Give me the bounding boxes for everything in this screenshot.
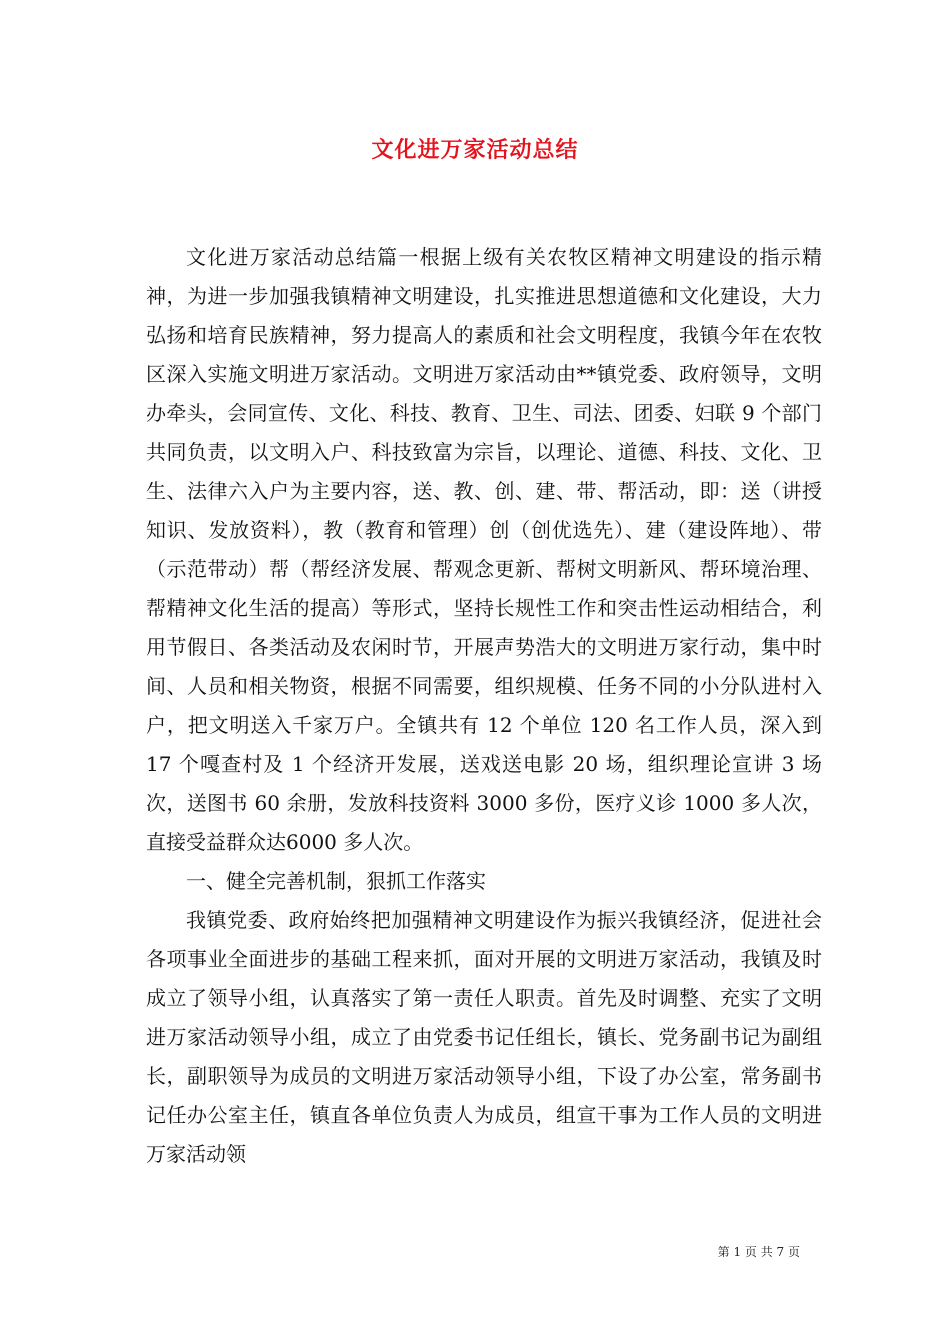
page-number: 第 1 页 共 7 页 — [717, 1245, 800, 1259]
paragraph-section-1: 我镇党委、政府始终把加强精神文明建设作为振兴我镇经济，促进社会各项事业全面进步的基础工程来抓，面对开展的文明进万家活动，我镇及时成立了领导小组，认真落实了第一责任人职责。首先及时调整、充实了文明进万家活动领导小组，成立了由党委书记任组长，镇长、党务副书记为副组长，副职领导为成员的文明进万家活动领导小组，下设了办公室，常务副书记任办公室主任，镇直各单位负责人为成员，组宣干事为工作人员的文明进万家活动领 — [146, 908, 822, 1166]
document-title: 文化进万家活动总结 — [371, 137, 579, 163]
section-heading-1: 一、健全完善机制，狠抓工作落实 — [186, 869, 486, 893]
paragraph-intro: 文化进万家活动总结篇一根据上级有关农牧区精神文明建设的指示精神，为进一步加强我镇精神文明建设，扎实推进思想道德和文化建设，大力弘扬和培育民族精神，努力提高人的素质和社会文明程度，我镇今年在农牧区深入实施文明进万家活动。文明进万家活动由**镇党委、政府领导，文明办牵头，会同宣传、文化、科技、教育、卫生、司法、团委、妇联 9 个部门共同负责，以文明入户、科技致富为宗旨，以理论、道德、科技、文化、卫生、法律六入户为主要内容，送、教、创、建、带、帮活动，即：送（讲授知识、发放资料），教（教育和管理）创（创优选先）、建（建设阵地）、带（示范带动）帮（帮经济发展、帮观念更新、帮树文明新风、帮环境治理、帮精神文化生活的提高）等形式，坚持长规性工作和突击性运动相结合，利用节假日、各类活动及农闲时节，开展声势浩大的文明进万家行动，集中时间、人员和相关物资，根据不同需要，组织规模、任务不同的小分队进村入户，把文明送入千家万户。全镇共有 12 个单位 120 名工作人员，深入到 17 个嘎查村及 1 个经济开发展，送戏送电影 20 场，组织理论宣讲 3 场次，送图书 60 余册，发放科技资料 3000 多份，医疗义诊 1000 多人次，直接受益群众达6000 多人次。 — [146, 245, 822, 854]
document-body — [146, 238, 822, 1174]
